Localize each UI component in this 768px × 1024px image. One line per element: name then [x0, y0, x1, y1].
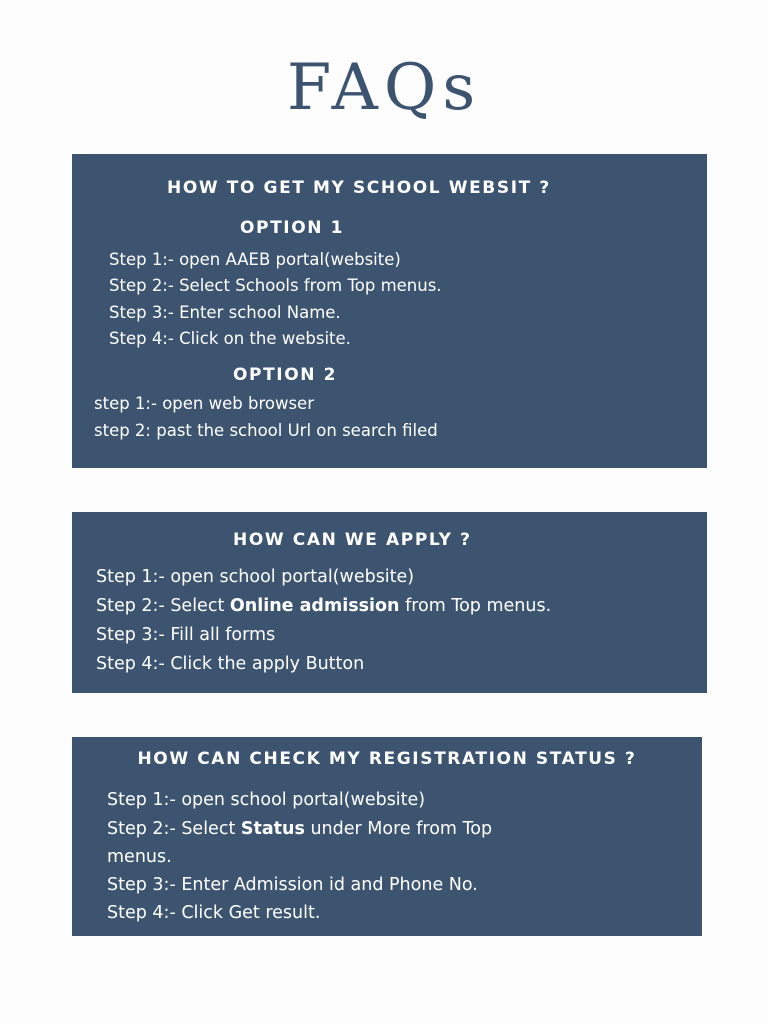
status-step-1: Step 1:- open school portal(website) [107, 790, 426, 810]
apply-step-2-bold: Online admission [229, 596, 400, 616]
status-step-3: Step 3:- Enter Admission id and Phone No. [107, 875, 478, 895]
apply-step-2-suffix: from Top menus. [399, 596, 552, 616]
apply-step-2 [96, 596, 551, 616]
apply-step-3: Step 3:- Fill all forms [96, 625, 276, 645]
option-1-label: OPTION 1 [240, 218, 345, 238]
status-step-2-bold: Status [240, 819, 305, 839]
faq-card-check-registration-status [72, 737, 702, 936]
option-1-step-4: Step 4:- Click on the website. [109, 329, 351, 348]
apply-step-2-prefix: Step 2:- Select [96, 596, 230, 616]
option-1-step-3: Step 3:- Enter school Name. [109, 303, 341, 322]
faq-heading: HOW TO GET MY SCHOOL WEBSIT ? [167, 178, 551, 198]
page-title: FAQs [286, 51, 482, 125]
option-1-step-2: Step 2:- Select Schools from Top menus. [109, 276, 442, 295]
faq-heading: HOW CAN WE APPLY ? [233, 530, 472, 550]
option-2-step-2: step 2: past the school Url on search filed [94, 421, 438, 440]
status-step-2-continued: menus. [107, 847, 172, 867]
faq-card-get-school-website [72, 154, 707, 468]
status-step-2-prefix: Step 2:- Select [107, 819, 241, 839]
option-2-label: OPTION 2 [233, 365, 338, 385]
apply-step-1: Step 1:- open school portal(website) [96, 567, 415, 587]
faq-heading: HOW CAN CHECK MY REGISTRATION STATUS ? [137, 749, 637, 769]
status-step-2 [107, 819, 492, 839]
status-step-2-suffix: under More from Top [304, 819, 493, 839]
faq-card-how-to-apply [72, 512, 707, 693]
status-step-4: Step 4:- Click Get result. [107, 903, 321, 923]
apply-step-4: Step 4:- Click the apply Button [96, 654, 365, 674]
option-1-step-1: Step 1:- open AAEB portal(website) [109, 250, 401, 269]
option-2-step-1: step 1:- open web browser [94, 394, 314, 413]
